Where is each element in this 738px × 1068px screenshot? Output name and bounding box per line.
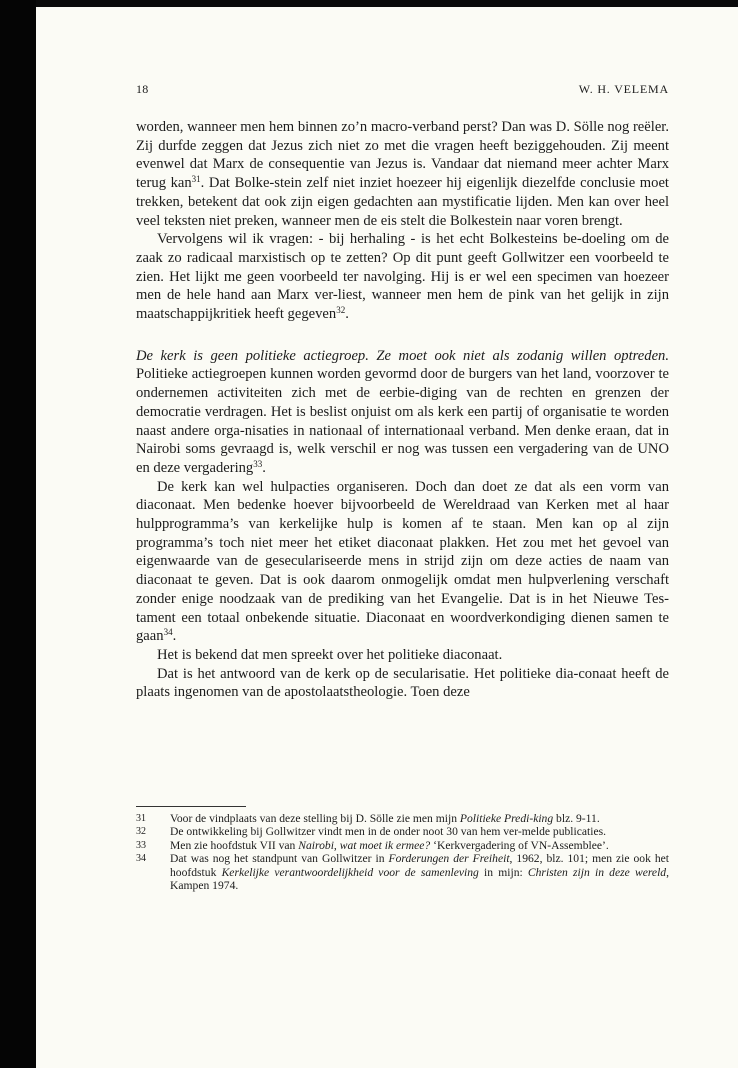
text-run: Het is bekend dat men spreekt over het politieke diaconaat. <box>157 646 503 663</box>
paragraph <box>136 665 669 702</box>
body-text <box>136 118 669 702</box>
text-run: , Kampen 1974. <box>170 865 669 893</box>
paragraph <box>136 118 669 230</box>
italic-text: Forderungen der Freiheit <box>388 852 510 866</box>
running-title: W. H. VELEMA <box>578 82 669 96</box>
footnote-number: 33 <box>136 839 146 851</box>
text-run: De ontwikkeling bij Gollwitzer vindt men in de onder noot 30 van hem ver-melde publicaties. <box>170 825 607 839</box>
text-run: Dat was nog het standpunt van Gollwitzer in <box>170 852 389 866</box>
footnote-ref: 33 <box>253 458 263 469</box>
text-run: . Dat Bolke-stein zelf niet inziet hoezeer hij eigenlijk diezelfde conclusie moet trekken, betekent dat ook zijn eigen gedachten aan mystificatie lijden. Men kan over heel veel teksten niet preken, wanneer men de eis stelt die Bolkestein naar voren brengt. <box>136 175 669 229</box>
footnote-number: 32 <box>136 826 146 838</box>
footnote-number: 31 <box>136 813 146 824</box>
italic-text: De kerk is geen politieke actiegroep. Ze moet ook niet als zodanig willen optreden. <box>136 347 669 364</box>
footnote-ref: 34 <box>163 627 173 638</box>
italic-text: Christen zijn in deze wereld <box>527 865 667 879</box>
italic-text: Nairobi, wat moet ik ermee? <box>298 838 431 852</box>
paragraph <box>136 230 669 324</box>
footnote-rule <box>136 806 246 807</box>
paragraph-gap <box>136 324 669 347</box>
paragraph <box>136 347 669 478</box>
paragraph <box>136 478 669 646</box>
running-header <box>136 82 669 98</box>
scan-edge-left <box>0 0 36 1068</box>
text-run: Politieke actiegroepen kunnen worden gevormd door de burgers van het land, voorzover te ondernemen activiteiten zich met de eerbie-diging van de rechten en grenzen der democratie verdragen. Het is beslist onjuist om als kerk een partij of organisatie te worden naast andere orga-nisaties in nationaal of internationaal verband. Men denke eraan, dat in Nairobi soms gevraagd is, welk verschil er nog was tussen een vergadering van de UNO en deze vergadering <box>136 366 669 476</box>
footnote <box>136 825 669 838</box>
text-run: Vervolgens wil ik vragen: - bij herhaling - is het echt Bolkesteins be-doeling om de zaak zo radicaal marxistisch op te zetten? Op dit punt geeft Gollwitzer een voorbeeld te zien. Het lijkt me geen voorbeeld ter navolging. Hij is er wel een specimen van hoezeer men de hele hand aan Marx ver-liest, wanneer men hem de pink van het gelijk in zijn maatschappijkritiek heeft gegeven <box>136 231 669 323</box>
footnote <box>136 852 669 892</box>
italic-text: Kerkelijke verantwoordelijkheid voor de samenleving <box>221 865 479 879</box>
footnote-ref: 32 <box>336 305 346 316</box>
footnote <box>136 812 669 825</box>
text-run: Voor de vindplaats van deze stelling bij D. Sölle zie men mijn <box>170 812 460 825</box>
text-run: worden, wanneer men hem binnen zo’n macro-verband perst? Dan was D. Sölle nog reëler. Zij durfde zeggen dat Jezus zich niet zo met die vragen heeft beziggehouden. Zij meent evenwel dat Marx de consequentie van Jezus is. Vandaar dat niemand meer achter Marx terug kan <box>136 119 669 192</box>
scan-edge-top <box>36 0 738 7</box>
text-run: . <box>172 628 177 645</box>
text-run: De kerk kan wel hulpacties organiseren. Doch dan doet ze dat als een vorm van diaconaat. Men bedenke hoever bijvoorbeeld de Wereldraad van Kerken met al haar hulpprogramma’s van kerkelijke hulp is komen af te staan. Men kan op al zijn programma’s toch niet meer het etiket diaconaat plakken. Het zou met het gevoel van eigenwaarde van de geseculariseerde mens in strijd zijn om deze acties de naam van diaconaat te geven. Dat is ook daarom onmogelijk omdat men hulpverlening verschaft zonder enige noodzaak van de prediking van het Evangelie. Dat is in het Nieuwe Tes-tament een totaal onbekende situatie. Diaconaat en woordverkondiging dienen samen te gaan <box>136 478 669 645</box>
text-run: Dat is het antwoord van de kerk op de secularisatie. Het politieke dia-conaat heeft de plaats ingenomen van de apostolaatstheologie. Toen deze <box>136 665 669 701</box>
text-run: , 1962, blz. 101; men zie ook het hoofdstuk <box>170 852 669 879</box>
text-run: Men zie hoofdstuk VII van <box>170 838 299 852</box>
footnotes <box>136 812 669 892</box>
italic-text: Politieke Predi-king <box>459 812 554 825</box>
page-number: 18 <box>136 82 149 96</box>
footnote <box>136 839 669 852</box>
paragraph <box>136 646 669 665</box>
text-run: ‘Kerkvergadering of VN-Assemblee’. <box>430 838 609 852</box>
text-run: in mijn: <box>478 865 528 879</box>
text-run: blz. 9-11. <box>553 812 600 825</box>
footnote-number: 34 <box>136 853 146 865</box>
text-run: . <box>345 306 349 323</box>
text-run: . <box>262 459 266 476</box>
footnote-ref: 31 <box>191 174 201 185</box>
